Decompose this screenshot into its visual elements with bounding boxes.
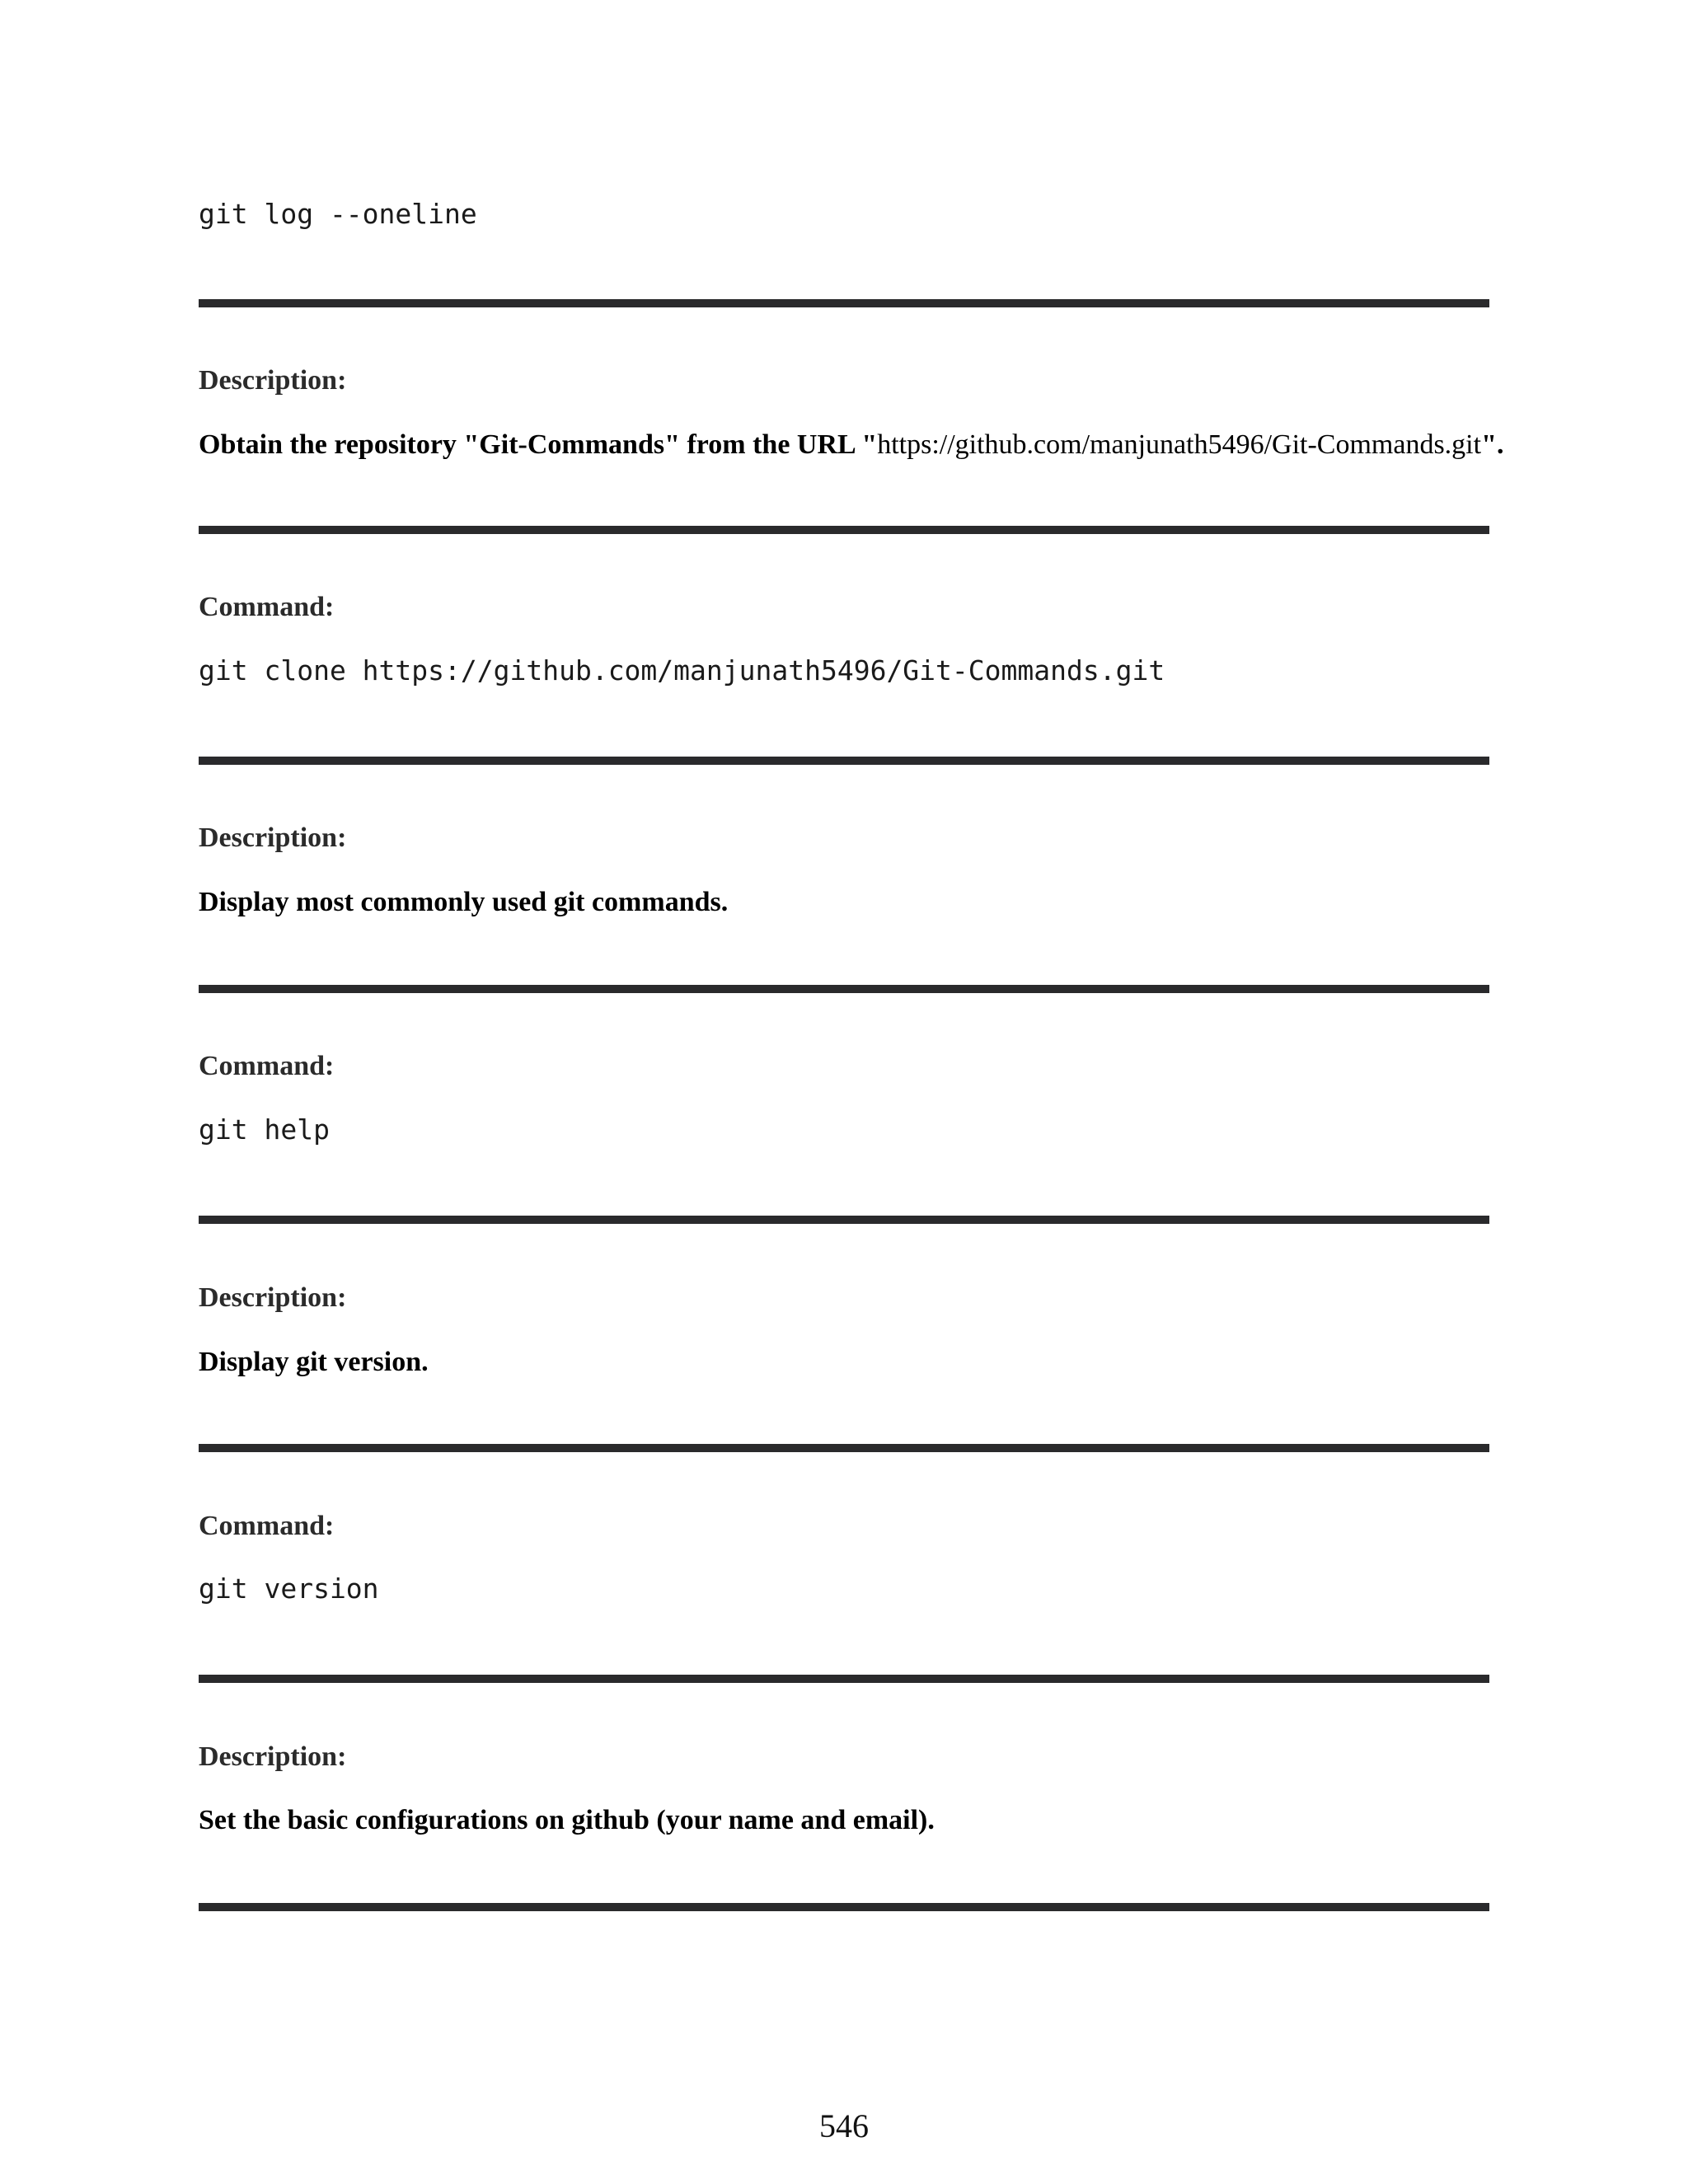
description-text-suffix: ".	[1481, 429, 1504, 460]
repository-url: https://github.com/manjunath5496/Git-Commands.git	[877, 429, 1482, 460]
section-divider	[199, 1216, 1489, 1224]
section-divider	[199, 757, 1489, 765]
description-label: Description:	[199, 823, 347, 853]
command-code-version: git version	[199, 1572, 379, 1605]
command-label: Command:	[199, 1051, 335, 1081]
command-code-help: git help	[199, 1113, 330, 1146]
description-text-help: Display most commonly used git commands.	[199, 887, 729, 917]
description-text-version: Display git version.	[199, 1347, 429, 1377]
command-code-clone: git clone https://github.com/manjunath5496/Git-Commands.git	[199, 654, 1165, 687]
description-text-config: Set the basic configurations on github (your name and email).	[199, 1805, 935, 1835]
section-divider	[199, 299, 1489, 307]
description-label: Description:	[199, 365, 347, 396]
section-divider	[199, 1903, 1489, 1911]
description-text-prefix: Obtain the repository "Git-Commands" from the URL "	[199, 429, 878, 460]
description-label: Description:	[199, 1741, 347, 1772]
description-text-clone	[199, 429, 1503, 462]
section-divider	[199, 985, 1489, 993]
command-label: Command:	[199, 1511, 335, 1541]
section-divider	[199, 526, 1489, 534]
section-divider	[199, 1675, 1489, 1683]
section-divider	[199, 1444, 1489, 1452]
page-number: 546	[819, 2107, 869, 2144]
description-label: Description:	[199, 1282, 347, 1313]
command-label: Command:	[199, 592, 335, 622]
command-code-log: git log --oneline	[199, 198, 477, 230]
